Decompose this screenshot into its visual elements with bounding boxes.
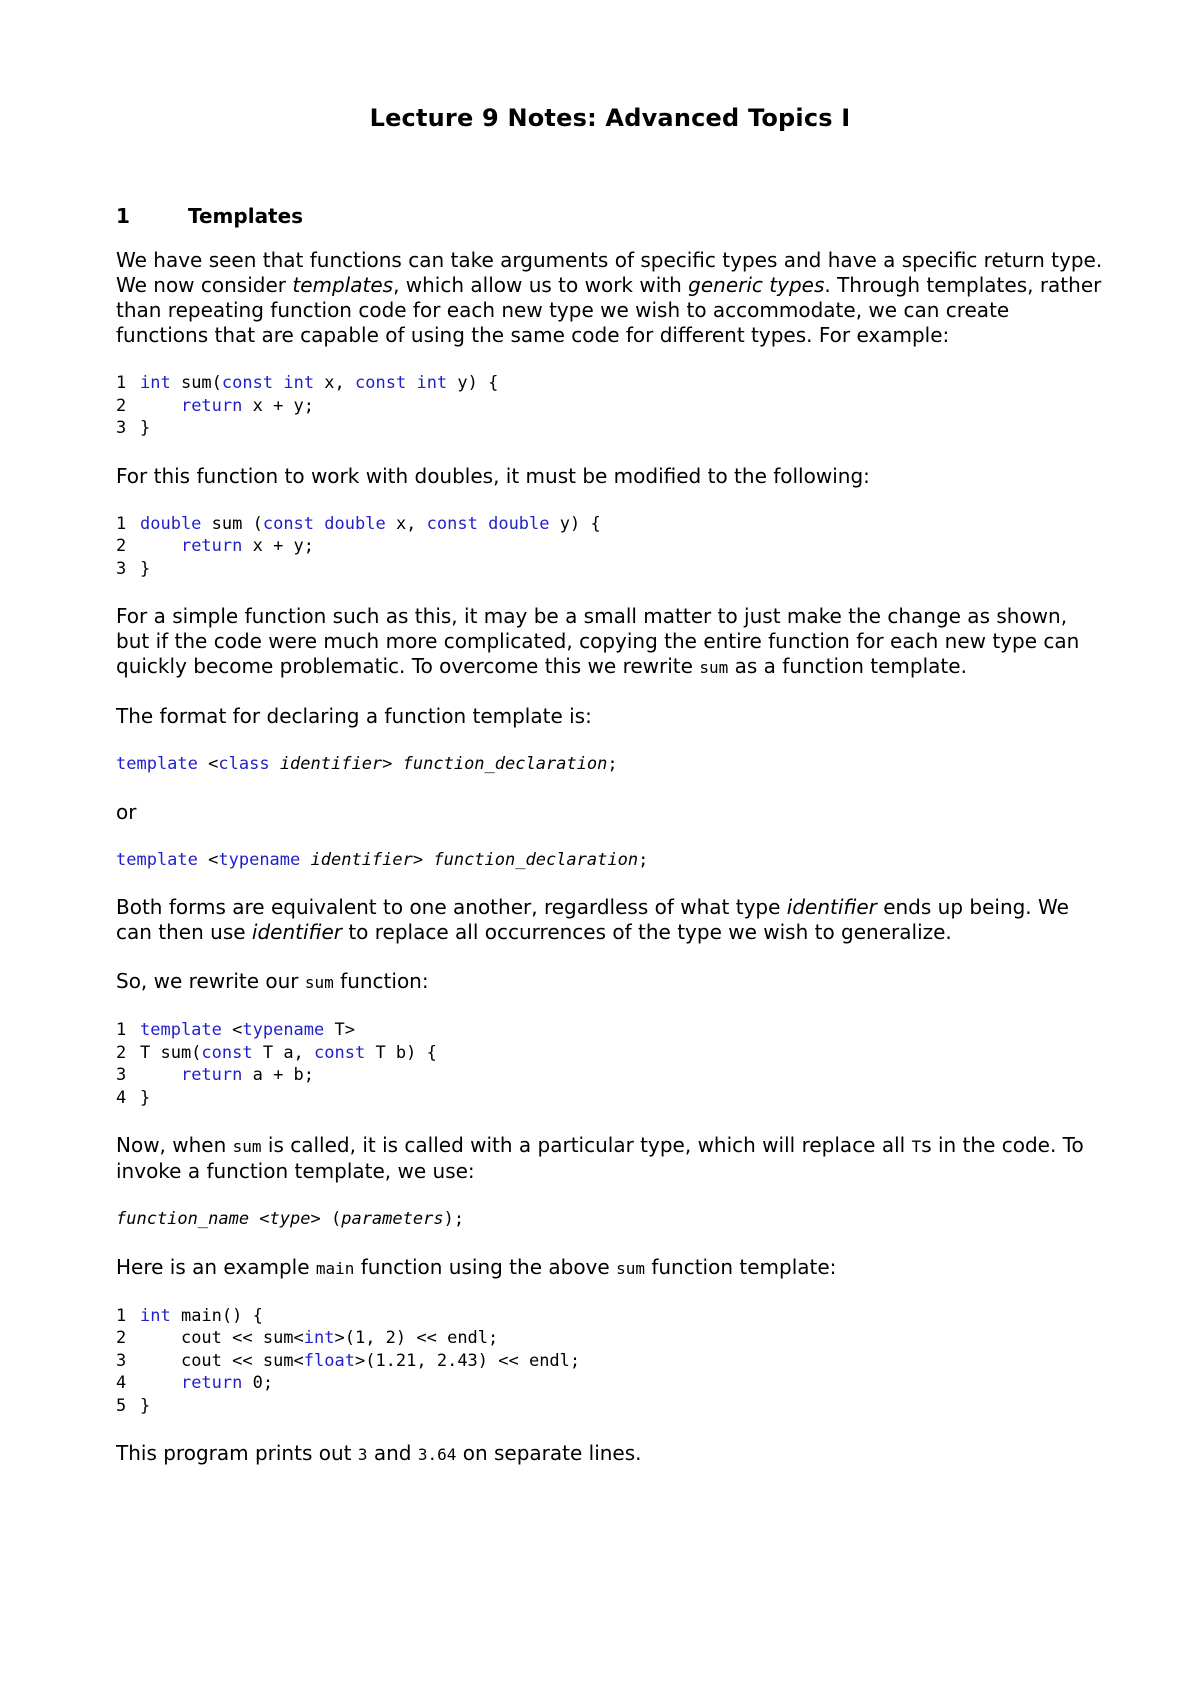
emphasis-identifier: identifier xyxy=(786,895,877,919)
template-class-declaration xyxy=(116,753,1104,776)
code-line xyxy=(116,395,1104,418)
text-span: to replace all occurrences of the type we wish to generalize. xyxy=(341,920,952,944)
code-keyword: double xyxy=(140,513,202,534)
code-text: 0; xyxy=(242,1373,274,1393)
section-title: Templates xyxy=(188,204,304,228)
output-paragraph xyxy=(116,1441,1104,1467)
text-span: on separate lines. xyxy=(456,1441,642,1465)
code-indent xyxy=(140,1373,181,1393)
code-line xyxy=(116,1019,1104,1042)
code-keyword: const xyxy=(262,513,315,534)
format-paragraph: The format for declaring a function template is: xyxy=(116,704,592,728)
code-text: y) { xyxy=(447,373,499,393)
code-text: } xyxy=(140,418,151,438)
inline-code-main: main xyxy=(315,1258,355,1278)
code-text: cout << sum< xyxy=(180,1350,304,1371)
line-number: 3 xyxy=(116,1350,127,1371)
code-text xyxy=(406,373,416,393)
code-text: x, xyxy=(385,513,427,534)
code-indent xyxy=(140,1351,181,1371)
code-keyword: double xyxy=(488,513,550,534)
text-span: So, we rewrite our xyxy=(116,969,305,993)
code-keyword: int xyxy=(140,1305,171,1326)
text-span: This program prints out xyxy=(116,1441,358,1465)
line-number: 2 xyxy=(116,1328,127,1348)
line-number: 2 xyxy=(116,536,127,556)
code-parameters: parameters xyxy=(341,1209,444,1229)
text-span: function template: xyxy=(644,1254,837,1279)
code-line xyxy=(116,1350,1104,1373)
simple-function-paragraph xyxy=(116,604,1104,680)
text-span: function: xyxy=(333,969,429,993)
inline-code-sum: sum xyxy=(699,658,729,677)
line-number: 3 xyxy=(116,558,127,579)
code-block-int-sum xyxy=(116,372,1104,440)
code-text: < xyxy=(249,1209,270,1229)
code-text: x, xyxy=(314,373,356,393)
code-keyword: typename xyxy=(218,849,301,870)
code-text: cout << sum< xyxy=(180,1328,304,1348)
line-number: 2 xyxy=(116,395,127,416)
text-span: Both forms are equivalent to one another, regardless of what type xyxy=(116,895,787,919)
code-text: y) { xyxy=(549,513,601,534)
inline-code-3-64: 3.64 xyxy=(417,1445,457,1464)
code-keyword: const xyxy=(355,373,407,393)
code-text: < xyxy=(197,754,219,774)
text-span: ends up being. We can then use xyxy=(116,895,1069,944)
code-indent xyxy=(140,1328,181,1348)
code-keyword: template xyxy=(140,1020,222,1040)
code-line xyxy=(116,1305,1104,1328)
code-function-declaration: function_declaration xyxy=(433,849,639,870)
section-heading xyxy=(116,204,1104,228)
invoke-paragraph xyxy=(116,1133,1104,1184)
code-keyword: template xyxy=(116,849,198,870)
code-text xyxy=(300,850,310,870)
code-text: > xyxy=(382,754,403,774)
code-keyword: typename xyxy=(242,1020,325,1040)
section-number: 1 xyxy=(116,204,130,228)
line-number: 4 xyxy=(116,1087,127,1108)
code-indent xyxy=(140,1065,181,1085)
line-number: 1 xyxy=(116,513,127,534)
code-text: a + b; xyxy=(242,1065,315,1085)
code-text xyxy=(273,373,283,393)
code-function-name: function_name xyxy=(116,1209,250,1229)
line-number: 1 xyxy=(116,1305,127,1326)
code-text xyxy=(270,754,280,774)
code-indent xyxy=(140,536,181,556)
code-line xyxy=(116,1395,1104,1418)
code-block-double-sum xyxy=(116,513,1104,581)
emphasis-identifier: identifier xyxy=(251,920,342,944)
line-number: 3 xyxy=(116,418,127,438)
line-number: 5 xyxy=(116,1395,127,1416)
code-text: } xyxy=(140,558,151,579)
code-identifier: identifier xyxy=(279,754,383,774)
code-text: x + y; xyxy=(242,536,315,556)
code-keyword: const xyxy=(426,513,478,534)
text-span: . Through templates, rather than repeating function code for each new type we wish to accommodate, we can create functions that are capable of using the same code for different types. For example: xyxy=(116,273,1102,347)
intro-paragraph xyxy=(116,248,1104,348)
code-keyword: float xyxy=(303,1350,355,1371)
page-title: Lecture 9 Notes: Advanced Topics I xyxy=(369,104,851,132)
rewrite-paragraph xyxy=(116,969,1104,995)
code-text: } xyxy=(140,1087,151,1108)
code-keyword: int xyxy=(140,373,171,393)
doubles-paragraph: For this function to work with doubles, it must be modified to the following: xyxy=(116,463,870,488)
code-line xyxy=(116,1087,1104,1110)
code-keyword: double xyxy=(324,513,386,534)
code-text: sum ( xyxy=(201,513,263,534)
code-block-main xyxy=(116,1305,1104,1418)
code-type: type xyxy=(269,1209,311,1229)
code-line xyxy=(116,558,1104,581)
text-span: and xyxy=(367,1441,418,1465)
inline-code-sum: sum xyxy=(616,1258,645,1278)
code-keyword: return xyxy=(180,1065,243,1085)
line-number: 4 xyxy=(116,1373,127,1393)
text-span: We have seen that functions can take arguments of specific types and have a specific return type. We now consider xyxy=(116,248,1103,297)
code-line xyxy=(116,535,1104,558)
line-number: 1 xyxy=(116,1020,127,1040)
code-text: ; xyxy=(607,754,618,774)
code-text: < xyxy=(197,849,219,870)
template-typename-declaration xyxy=(116,849,1104,872)
code-keyword: int xyxy=(303,1328,335,1348)
text-span: is called, it is called with a particular type, which will replace all xyxy=(261,1133,912,1157)
line-number: 2 xyxy=(116,1042,127,1063)
code-keyword: const xyxy=(314,1042,366,1063)
code-line xyxy=(116,513,1104,536)
code-keyword: template xyxy=(116,754,198,774)
code-text: ); xyxy=(443,1209,465,1229)
code-keyword: int xyxy=(283,373,315,393)
code-text: main() { xyxy=(170,1305,263,1326)
line-number: 1 xyxy=(116,373,127,393)
code-line xyxy=(116,417,1104,440)
line-number: 3 xyxy=(116,1065,127,1085)
text-span: , which allow us to work with xyxy=(393,273,689,297)
code-identifier: identifier xyxy=(310,849,413,870)
text-span: s in the code. To invoke a function template, we use: xyxy=(116,1133,1084,1183)
emphasis-templates: templates xyxy=(292,273,394,297)
code-text: T b) { xyxy=(365,1042,437,1063)
code-block-template-sum xyxy=(116,1019,1104,1109)
code-function-declaration: function_declaration xyxy=(402,754,608,774)
code-keyword: const xyxy=(221,373,274,393)
invoke-syntax xyxy=(116,1208,1104,1231)
text-span: function using the above xyxy=(354,1254,617,1279)
inline-code-3: 3 xyxy=(357,1445,368,1464)
code-line xyxy=(116,372,1104,395)
code-text: T> xyxy=(324,1020,355,1040)
inline-code-sum: sum xyxy=(304,973,334,992)
code-line xyxy=(116,1327,1104,1350)
code-text xyxy=(478,514,488,534)
text-span: For a simple function such as this, it may be a small matter to just make the change as shown, but if the code were much more complicated, copying the entire function for each new type can quickly become problematic. To overcome this we rewrite xyxy=(116,604,1080,678)
code-text: T a, xyxy=(252,1042,315,1063)
text-span: as a function template. xyxy=(728,654,967,678)
code-text: > xyxy=(412,849,434,870)
text-span: Now, when xyxy=(116,1133,233,1157)
code-line xyxy=(116,1064,1104,1087)
code-keyword: return xyxy=(180,536,243,556)
code-keyword: const xyxy=(201,1042,253,1063)
code-text: } xyxy=(140,1395,151,1416)
main-example-paragraph xyxy=(116,1255,1104,1281)
code-text: >(1, 2) << endl; xyxy=(334,1328,499,1348)
code-keyword: return xyxy=(180,395,243,416)
code-keyword: return xyxy=(180,1373,243,1393)
code-keyword: int xyxy=(416,373,448,393)
text-span: Here is an example xyxy=(116,1254,316,1279)
code-text: ; xyxy=(638,849,649,870)
code-text: >(1.21, 2.43) << endl; xyxy=(354,1350,581,1371)
inline-code-sum: sum xyxy=(232,1137,262,1156)
code-keyword: class xyxy=(218,754,270,774)
emphasis-generic-types: generic types xyxy=(688,273,825,297)
inline-code-T: T xyxy=(911,1137,922,1156)
code-indent xyxy=(140,396,181,416)
code-line xyxy=(116,1372,1104,1395)
code-text: < xyxy=(221,1020,243,1040)
code-text: > ( xyxy=(310,1209,342,1229)
code-text xyxy=(314,514,324,534)
or-text: or xyxy=(116,799,137,824)
code-text: T sum( xyxy=(140,1042,202,1063)
code-text: x + y; xyxy=(242,395,315,416)
code-text: sum( xyxy=(170,373,222,393)
code-line xyxy=(116,1042,1104,1065)
equivalent-forms-paragraph xyxy=(116,895,1104,945)
